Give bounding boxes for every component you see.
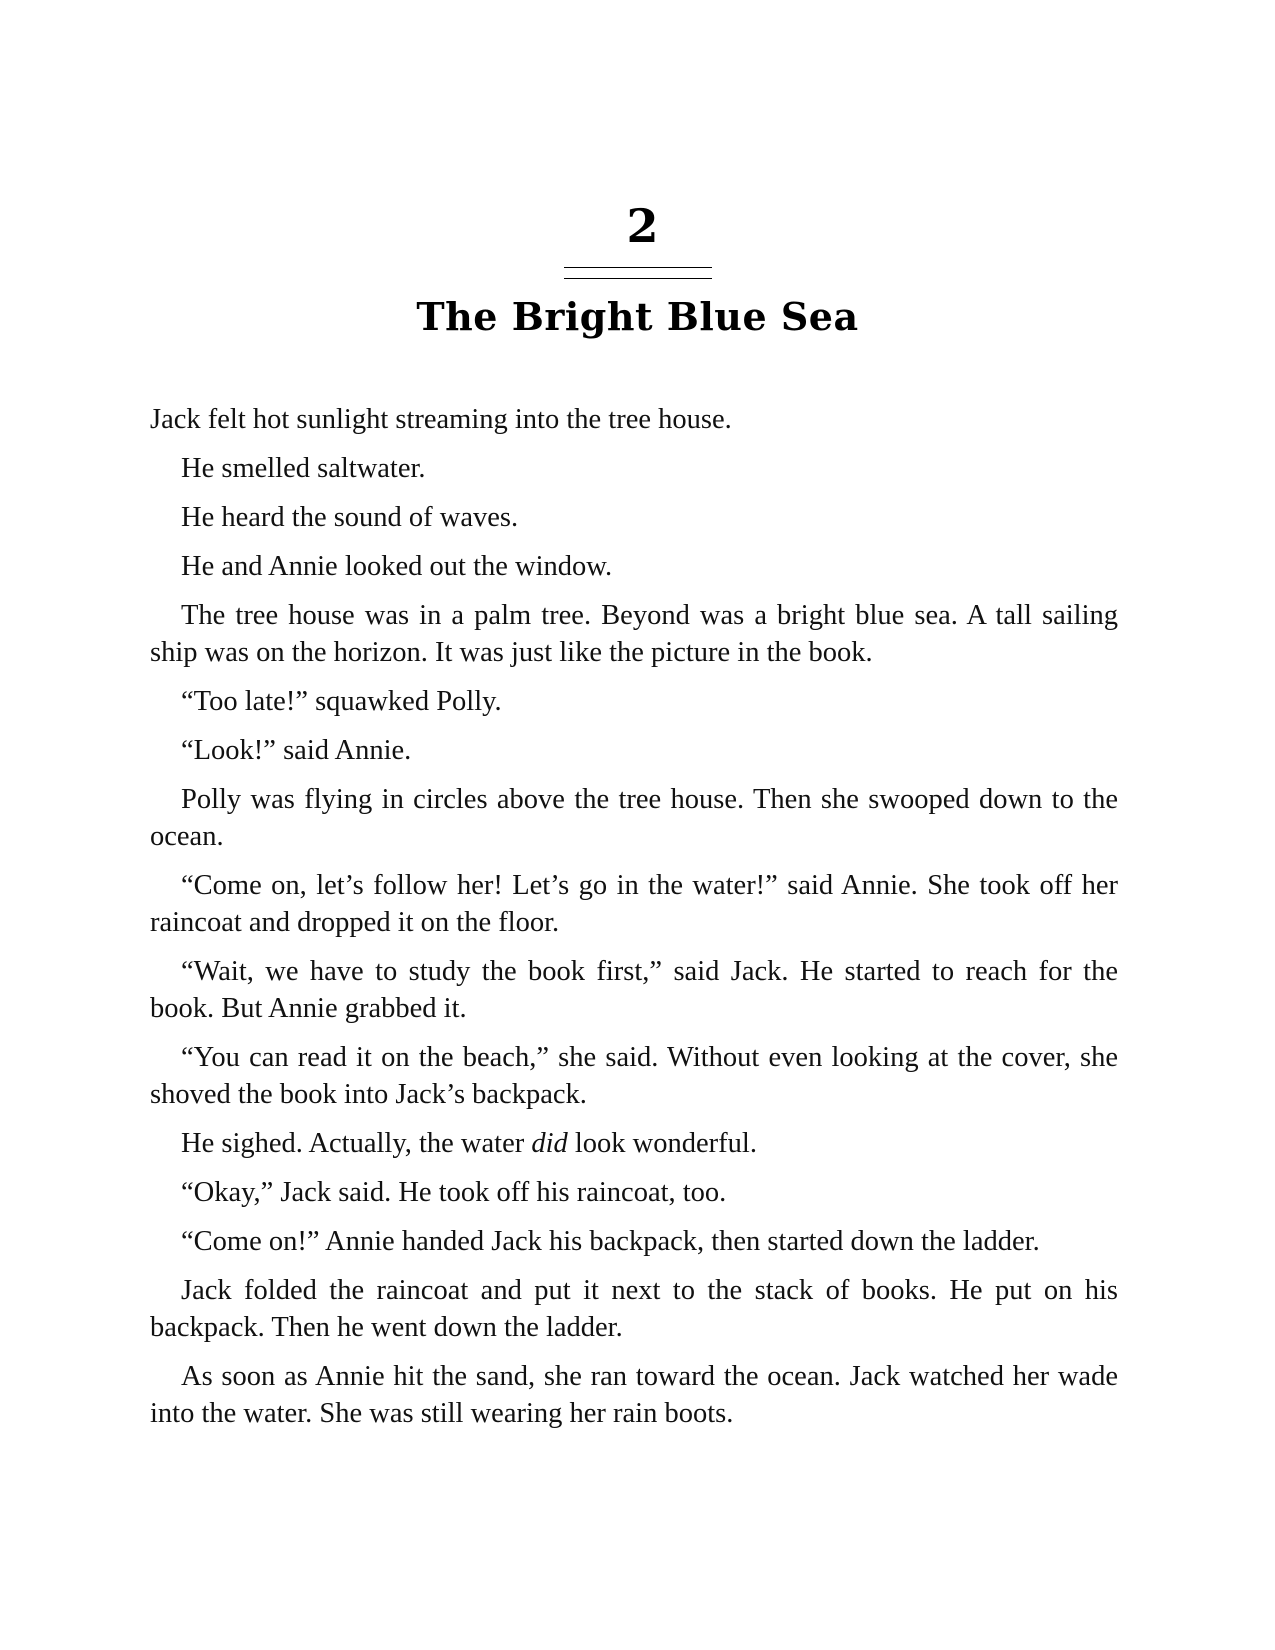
- paragraph-with-emphasis: [150, 1125, 1118, 1162]
- emphasized-word: did: [531, 1128, 568, 1159]
- paragraph-text-after: look wonderful.: [567, 1128, 757, 1159]
- chapter-title: The Bright Blue Sea: [416, 294, 859, 339]
- paragraph: The tree house was in a palm tree. Beyond was a bright blue sea. A tall sailing ship was on the horizon. It was just like the picture in the book.: [150, 600, 1118, 668]
- chapter-body: [150, 401, 1118, 1444]
- chapter-divider-bottom: [564, 278, 712, 279]
- paragraph: As soon as Annie hit the sand, she ran toward the ocean. Jack watched her wade into the water. She was still wearing her rain boots.: [150, 1361, 1118, 1429]
- paragraph: Polly was flying in circles above the tree house. Then she swooped down to the ocean.: [150, 784, 1118, 852]
- paragraph: “Okay,” Jack said. He took off his raincoat, too.: [181, 1177, 727, 1208]
- paragraph: “You can read it on the beach,” she said. Without even looking at the cover, she shoved the book into Jack’s backpack.: [150, 1042, 1118, 1110]
- paragraph: “Wait, we have to study the book first,” said Jack. He started to reach for the book. But Annie grabbed it.: [150, 956, 1118, 1024]
- paragraph: He smelled saltwater.: [181, 453, 426, 484]
- paragraph: “Too late!” squawked Polly.: [181, 686, 502, 717]
- paragraph: “Look!” said Annie.: [181, 735, 412, 766]
- chapter-header: [0, 198, 1275, 339]
- paragraph-text-before: He sighed. Actually, the water: [181, 1128, 532, 1159]
- paragraph: He heard the sound of waves.: [181, 502, 519, 533]
- paragraph: Jack felt hot sunlight streaming into the tree house.: [150, 404, 732, 435]
- chapter-number: 2: [626, 199, 659, 253]
- paragraph: “Come on!” Annie handed Jack his backpack, then started down the ladder.: [181, 1226, 1040, 1257]
- paragraph: “Come on, let’s follow her! Let’s go in the water!” said Annie. She took off her raincoat and dropped it on the floor.: [150, 870, 1118, 938]
- chapter-divider-top: [564, 267, 712, 268]
- paragraph: Jack folded the raincoat and put it next to the stack of books. He put on his backpack. Then he went down the ladder.: [150, 1275, 1118, 1343]
- paragraph: He and Annie looked out the window.: [181, 551, 613, 582]
